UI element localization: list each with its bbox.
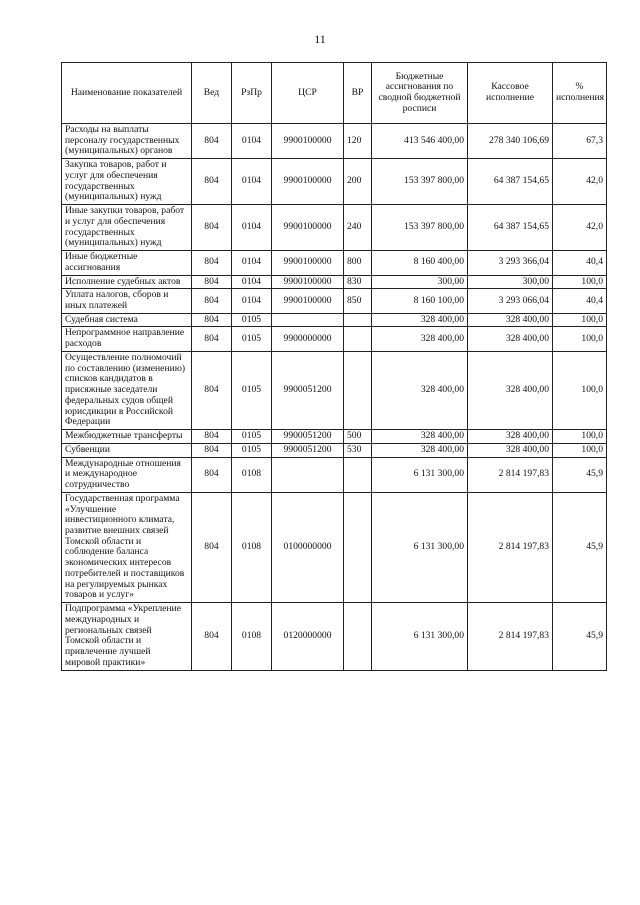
row-cash: 3 293 366,04 bbox=[468, 251, 553, 275]
row-csr bbox=[272, 313, 344, 327]
table-row bbox=[62, 430, 607, 444]
row-csr bbox=[272, 457, 344, 492]
row-cash: 328 400,00 bbox=[468, 327, 553, 351]
header-ved: Вед bbox=[192, 63, 232, 124]
table-row bbox=[62, 603, 607, 670]
row-ved: 804 bbox=[192, 124, 232, 159]
row-name: Подпрограмма «Укрепление международных и региональных связей Томской области и привлечение лучшей мировой практики» bbox=[62, 603, 192, 670]
row-name: Непрограммное направление расходов bbox=[62, 327, 192, 351]
table-row bbox=[62, 251, 607, 275]
row-vr: 120 bbox=[344, 124, 372, 159]
row-ved: 804 bbox=[192, 492, 232, 602]
row-name: Межбюджетные трансферты bbox=[62, 430, 192, 444]
row-assignments: 328 400,00 bbox=[372, 327, 468, 351]
row-cash: 328 400,00 bbox=[468, 313, 553, 327]
row-rzpr: 0105 bbox=[232, 430, 272, 444]
row-name: Расходы на выплаты персоналу государственных (муниципальных) органов bbox=[62, 124, 192, 159]
row-assignments: 8 160 100,00 bbox=[372, 289, 468, 313]
header-vr: ВР bbox=[344, 63, 372, 124]
row-name: Иные закупки товаров, работ и услуг для обеспечения государственных (муниципальных) нужд bbox=[62, 205, 192, 251]
row-rzpr: 0104 bbox=[232, 275, 272, 289]
row-name: Уплата налогов, сборов и иных платежей bbox=[62, 289, 192, 313]
row-assignments: 413 546 400,00 bbox=[372, 124, 468, 159]
row-csr: 0100000000 bbox=[272, 492, 344, 602]
row-vr bbox=[344, 603, 372, 670]
row-rzpr: 0105 bbox=[232, 351, 272, 429]
row-vr: 530 bbox=[344, 443, 372, 457]
row-assignments: 6 131 300,00 bbox=[372, 603, 468, 670]
row-rzpr: 0108 bbox=[232, 457, 272, 492]
row-ved: 804 bbox=[192, 313, 232, 327]
row-percent: 45,9 bbox=[553, 603, 607, 670]
table-row bbox=[62, 289, 607, 313]
table-row bbox=[62, 313, 607, 327]
row-percent: 40,4 bbox=[553, 289, 607, 313]
row-percent: 100,0 bbox=[553, 351, 607, 429]
row-name: Международные отношения и международное сотрудничество bbox=[62, 457, 192, 492]
row-percent: 100,0 bbox=[553, 327, 607, 351]
row-vr bbox=[344, 492, 372, 602]
row-rzpr: 0104 bbox=[232, 205, 272, 251]
row-cash: 64 387 154,65 bbox=[468, 205, 553, 251]
header-cash-execution: Кассовое исполнение bbox=[468, 63, 553, 124]
table-row bbox=[62, 351, 607, 429]
row-assignments: 6 131 300,00 bbox=[372, 457, 468, 492]
row-csr: 9900051200 bbox=[272, 443, 344, 457]
table-row bbox=[62, 124, 607, 159]
row-ved: 804 bbox=[192, 603, 232, 670]
row-vr bbox=[344, 327, 372, 351]
row-csr: 9900100000 bbox=[272, 124, 344, 159]
row-csr: 9900100000 bbox=[272, 275, 344, 289]
row-vr bbox=[344, 313, 372, 327]
header-rzpr: РзПр bbox=[232, 63, 272, 124]
row-percent: 100,0 bbox=[553, 430, 607, 444]
budget-table bbox=[61, 62, 607, 671]
row-ved: 804 bbox=[192, 159, 232, 205]
row-assignments: 153 397 800,00 bbox=[372, 159, 468, 205]
row-assignments: 6 131 300,00 bbox=[372, 492, 468, 602]
row-ved: 804 bbox=[192, 251, 232, 275]
row-rzpr: 0104 bbox=[232, 289, 272, 313]
row-cash: 2 814 197,83 bbox=[468, 492, 553, 602]
row-assignments: 328 400,00 bbox=[372, 443, 468, 457]
row-vr: 800 bbox=[344, 251, 372, 275]
row-vr bbox=[344, 457, 372, 492]
row-csr: 9900000000 bbox=[272, 327, 344, 351]
row-cash: 2 814 197,83 bbox=[468, 603, 553, 670]
row-csr: 9900100000 bbox=[272, 251, 344, 275]
page-number: 11 bbox=[314, 32, 326, 46]
row-rzpr: 0108 bbox=[232, 603, 272, 670]
row-percent: 100,0 bbox=[553, 443, 607, 457]
table-row bbox=[62, 443, 607, 457]
header-row bbox=[62, 63, 607, 124]
row-name: Исполнение судебных актов bbox=[62, 275, 192, 289]
row-percent: 45,9 bbox=[553, 492, 607, 602]
row-csr: 9900100000 bbox=[272, 289, 344, 313]
row-assignments: 328 400,00 bbox=[372, 313, 468, 327]
row-percent: 67,3 bbox=[553, 124, 607, 159]
table-row bbox=[62, 159, 607, 205]
row-csr: 9900100000 bbox=[272, 159, 344, 205]
row-percent: 42,0 bbox=[553, 159, 607, 205]
row-ved: 804 bbox=[192, 457, 232, 492]
row-name: Субвенции bbox=[62, 443, 192, 457]
row-ved: 804 bbox=[192, 205, 232, 251]
table-row bbox=[62, 205, 607, 251]
row-vr bbox=[344, 351, 372, 429]
row-name: Судебная система bbox=[62, 313, 192, 327]
header-csr: ЦСР bbox=[272, 63, 344, 124]
row-ved: 804 bbox=[192, 327, 232, 351]
row-cash: 328 400,00 bbox=[468, 443, 553, 457]
row-vr: 830 bbox=[344, 275, 372, 289]
row-cash: 328 400,00 bbox=[468, 430, 553, 444]
row-ved: 804 bbox=[192, 443, 232, 457]
row-cash: 2 814 197,83 bbox=[468, 457, 553, 492]
row-percent: 100,0 bbox=[553, 275, 607, 289]
row-assignments: 153 397 800,00 bbox=[372, 205, 468, 251]
row-rzpr: 0104 bbox=[232, 159, 272, 205]
row-ved: 804 bbox=[192, 430, 232, 444]
row-rzpr: 0105 bbox=[232, 443, 272, 457]
row-cash: 3 293 066,04 bbox=[468, 289, 553, 313]
row-csr: 0120000000 bbox=[272, 603, 344, 670]
row-rzpr: 0105 bbox=[232, 313, 272, 327]
row-assignments: 8 160 400,00 bbox=[372, 251, 468, 275]
row-ved: 804 bbox=[192, 351, 232, 429]
row-cash: 300,00 bbox=[468, 275, 553, 289]
row-ved: 804 bbox=[192, 275, 232, 289]
row-assignments: 328 400,00 bbox=[372, 351, 468, 429]
table-row bbox=[62, 327, 607, 351]
row-cash: 278 340 106,69 bbox=[468, 124, 553, 159]
row-rzpr: 0108 bbox=[232, 492, 272, 602]
row-percent: 45,9 bbox=[553, 457, 607, 492]
row-name: Осуществление полномочий по составлению (изменению) списков кандидатов в присяжные заседатели федеральных судов общей юрисдикции в Российской Федерации bbox=[62, 351, 192, 429]
row-ved: 804 bbox=[192, 289, 232, 313]
row-vr: 500 bbox=[344, 430, 372, 444]
table-row bbox=[62, 492, 607, 602]
row-csr: 9900100000 bbox=[272, 205, 344, 251]
header-name: Наименование показателей bbox=[62, 63, 192, 124]
row-rzpr: 0105 bbox=[232, 327, 272, 351]
row-rzpr: 0104 bbox=[232, 124, 272, 159]
row-percent: 42,0 bbox=[553, 205, 607, 251]
row-name: Государственная программа «Улучшение инвестиционного климата, развитие внешних связей Томской области и соблюдение баланса экономических интересов потребителей и поставщиков на регулируемых рынках товаров и услуг» bbox=[62, 492, 192, 602]
table-row bbox=[62, 457, 607, 492]
table-row bbox=[62, 275, 607, 289]
row-percent: 100,0 bbox=[553, 313, 607, 327]
row-percent: 40,4 bbox=[553, 251, 607, 275]
header-percent: % исполнения bbox=[553, 63, 607, 124]
row-vr: 200 bbox=[344, 159, 372, 205]
row-csr: 9900051200 bbox=[272, 351, 344, 429]
row-cash: 64 387 154,65 bbox=[468, 159, 553, 205]
row-vr: 240 bbox=[344, 205, 372, 251]
row-name: Закупка товаров, работ и услуг для обеспечения государственных (муниципальных) нужд bbox=[62, 159, 192, 205]
row-name: Иные бюджетные ассигнования bbox=[62, 251, 192, 275]
row-cash: 328 400,00 bbox=[468, 351, 553, 429]
row-rzpr: 0104 bbox=[232, 251, 272, 275]
row-assignments: 300,00 bbox=[372, 275, 468, 289]
row-vr: 850 bbox=[344, 289, 372, 313]
row-assignments: 328 400,00 bbox=[372, 430, 468, 444]
header-assignments: Бюджетные ассигнования по сводной бюджетной росписи bbox=[372, 63, 468, 124]
row-csr: 9900051200 bbox=[272, 430, 344, 444]
